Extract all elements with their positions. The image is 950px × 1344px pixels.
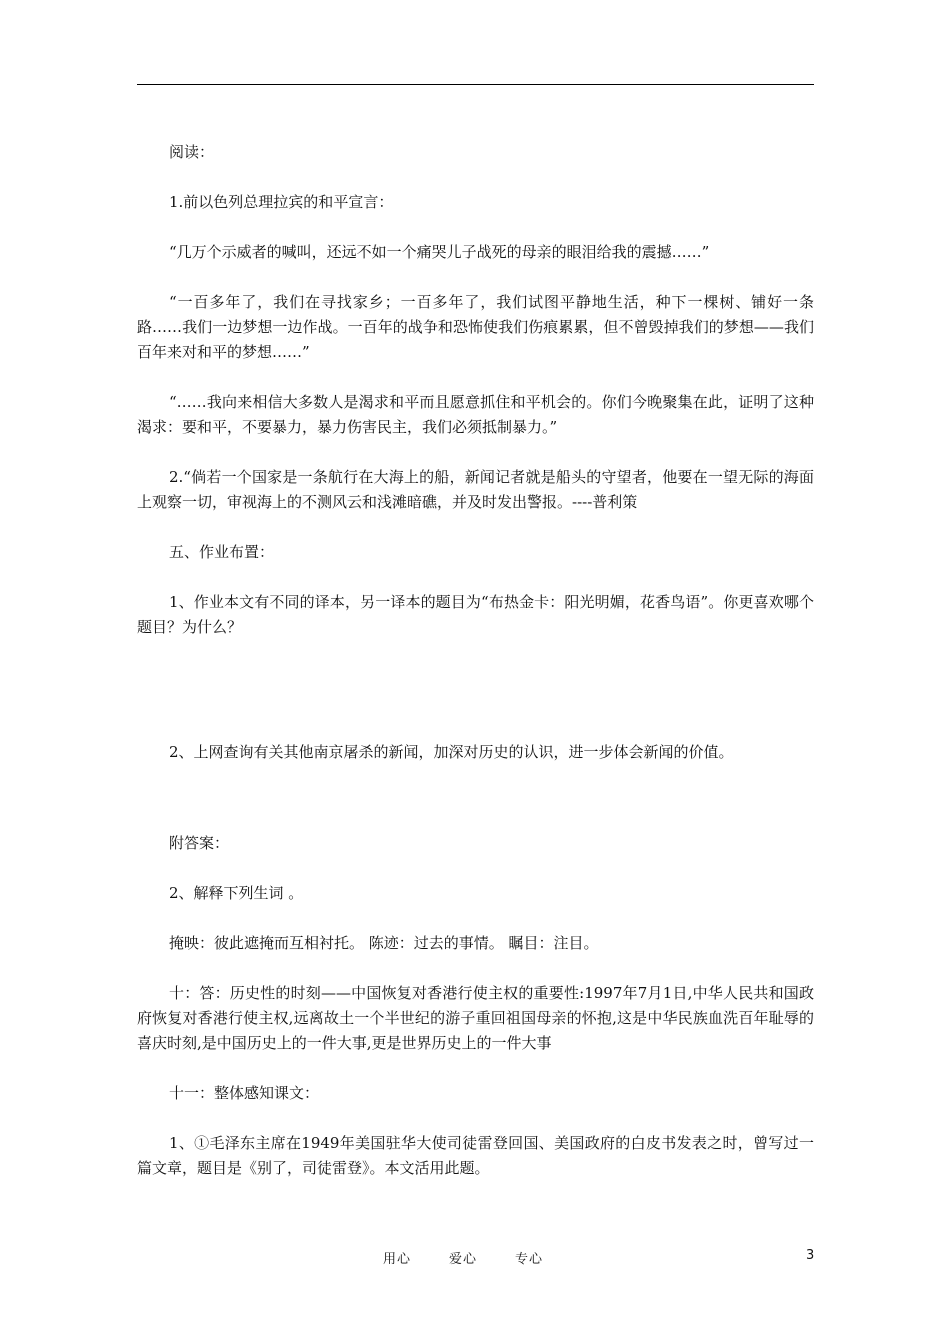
answers-heading: 附答案：: [169, 834, 230, 852]
homework-heading: 五、作业布置：: [169, 543, 275, 561]
rabin-quote-3: “……我向来相信大多数人是渴求和平而且愿意抓住和平机会的。你们今晚聚集在此，证明了这种渴求：要和平，不要暴力，暴力伤害民主，我们必须抵制暴力。”: [137, 393, 814, 436]
header-rule: [137, 84, 814, 85]
footer-motto: [383, 1248, 581, 1267]
footer-motto-1: 用心: [383, 1252, 412, 1267]
footer-motto-2: 爱心: [449, 1252, 478, 1267]
document-body: [137, 140, 814, 1181]
page-footer: [0, 1248, 950, 1268]
rabin-quote-2: “一百多年了，我们在寻找家乡；一百多年了，我们试图平静地生活，种下一棵树、铺好一条路……我们一边梦想一边作战。一百年的战争和恐怖使我们伤痕累累，但不曾毁掉我们的梦想——我们百年来对和平的梦想……”: [137, 293, 814, 361]
pulitzer-quote: 2.“倘若一个国家是一条航行在大海上的船，新闻记者就是船头的守望者，他要在一望无际的海面上观察一切，审视海上的不测风云和浅滩暗礁，并及时发出警报。----普利策: [137, 468, 814, 511]
footer-motto-3: 专心: [515, 1252, 544, 1267]
answer-ten: 十：答：历史性的时刻——中国恢复对香港行使主权的重要性:1997年7月1日,中华人民共和国政府恢复对香港行使主权,远离故土一个半世纪的游子重回祖国母亲的怀抱,这是中华民族血洗百年耻辱的喜庆时刻,是中国历史上的一件大事,更是世界历史上的一件大事: [137, 984, 814, 1052]
vocab-definitions: 掩映：彼此遮掩而互相衬托。 陈迹：过去的事情。 瞩目：注目。: [169, 934, 599, 952]
homework-task-1: 1、作业本文有不同的译本，另一译本的题目为“布热金卡：阳光明媚，花香鸟语”。你更喜欢哪个题目？为什么？: [137, 593, 814, 636]
reading-heading: 阅读：: [169, 143, 215, 161]
page-number: 3: [806, 1248, 815, 1263]
rabin-quote-1: “几万个示威者的喊叫，还远不如一个痛哭儿子战死的母亲的眼泪给我的震撼……”: [169, 243, 710, 261]
homework-task-2: 2、上网查询有关其他南京屠杀的新闻，加深对历史的认识，进一步体会新闻的价值。: [169, 743, 734, 761]
answer-eleven-heading: 十一：整体感知课文：: [169, 1084, 320, 1102]
vocab-title: 2、解释下列生词 。: [169, 884, 304, 902]
answer-eleven-item-1: 1、①毛泽东主席在1949年美国驻华大使司徒雷登回国、美国政府的白皮书发表之时，曾写过一篇文章，题目是《别了，司徒雷登》。本文活用此题。: [137, 1134, 814, 1177]
reading-item1-title: 1.前以色列总理拉宾的和平宣言：: [169, 193, 394, 211]
